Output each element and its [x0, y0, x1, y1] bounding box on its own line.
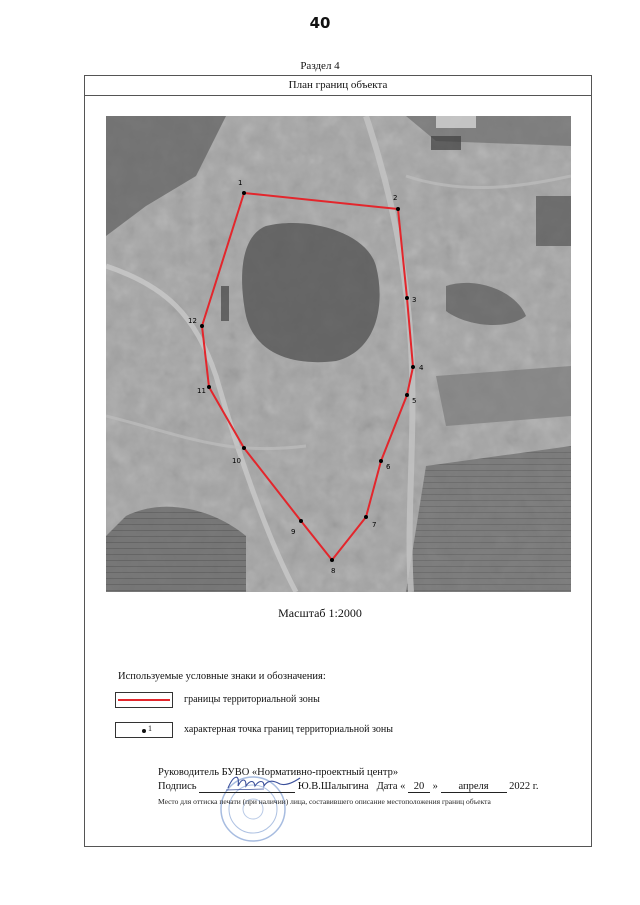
- legend-red-line-symbol: [115, 692, 173, 708]
- boundary-point-11: [207, 385, 211, 389]
- boundary-point-label-11: 11: [197, 387, 206, 395]
- date-month: апреля: [441, 781, 507, 793]
- date-day: 20: [408, 781, 430, 793]
- date-day-close: »: [432, 781, 438, 792]
- date-year: 2022 г.: [509, 781, 539, 792]
- boundary-point-9: [299, 519, 303, 523]
- legend-point-symbol: [115, 722, 173, 738]
- signature-line: [158, 781, 539, 793]
- seal-note: Место для оттиска печати (при наличии) лица, составившего описание местоположения границ объекта: [158, 797, 491, 806]
- scale-label: Масштаб 1:2000: [278, 606, 362, 620]
- boundary-point-label-12: 12: [188, 317, 197, 325]
- boundary-point-label-6: 6: [386, 463, 391, 471]
- boundary-point-label-3: 3: [412, 296, 417, 304]
- boundary-point-label-4: 4: [419, 364, 424, 372]
- legend-title: Используемые условные знаки и обозначения:: [118, 671, 326, 682]
- boundary-point-8: [330, 558, 334, 562]
- aerial-map: [106, 116, 571, 592]
- boundary-point-12: [200, 324, 204, 328]
- boundary-point-1: [242, 191, 246, 195]
- boundary-point-label-1: 1: [238, 179, 243, 187]
- boundary-point-7: [364, 515, 368, 519]
- boundary-point-label-8: 8: [331, 567, 336, 575]
- sign-blank: [199, 781, 295, 793]
- boundary-point-6: [379, 459, 383, 463]
- boundary-point-2: [396, 207, 400, 211]
- boundary-point-4: [411, 365, 415, 369]
- legend-line-text: границы территориальной зоны: [184, 694, 320, 705]
- boundary-point-label-10: 10: [232, 457, 241, 465]
- boundary-point-label-9: 9: [291, 528, 296, 536]
- section-label: Раздел 4: [300, 60, 340, 72]
- signer-name: Ю.В.Шалыгина: [297, 781, 369, 792]
- point-dot-icon: [142, 729, 146, 733]
- sign-label: Подпись: [158, 781, 197, 792]
- signature-head: Руководитель БУВО «Нормативно-проектный центр»: [158, 767, 399, 778]
- boundary-point-10: [242, 446, 246, 450]
- boundary-point-label-7: 7: [372, 521, 377, 529]
- boundary-point-label-2: 2: [393, 194, 398, 202]
- page-number: 40: [309, 14, 331, 32]
- date-label: Дата «: [376, 781, 406, 792]
- legend-point-text: характерная точка границ территориальной зоны: [184, 724, 393, 735]
- boundary-point-3: [405, 296, 409, 300]
- boundary-point-label-5: 5: [412, 397, 417, 405]
- legend-point-number: 1: [148, 724, 152, 733]
- boundary-point-5: [405, 393, 409, 397]
- frame-title: План границ объекта: [85, 76, 591, 96]
